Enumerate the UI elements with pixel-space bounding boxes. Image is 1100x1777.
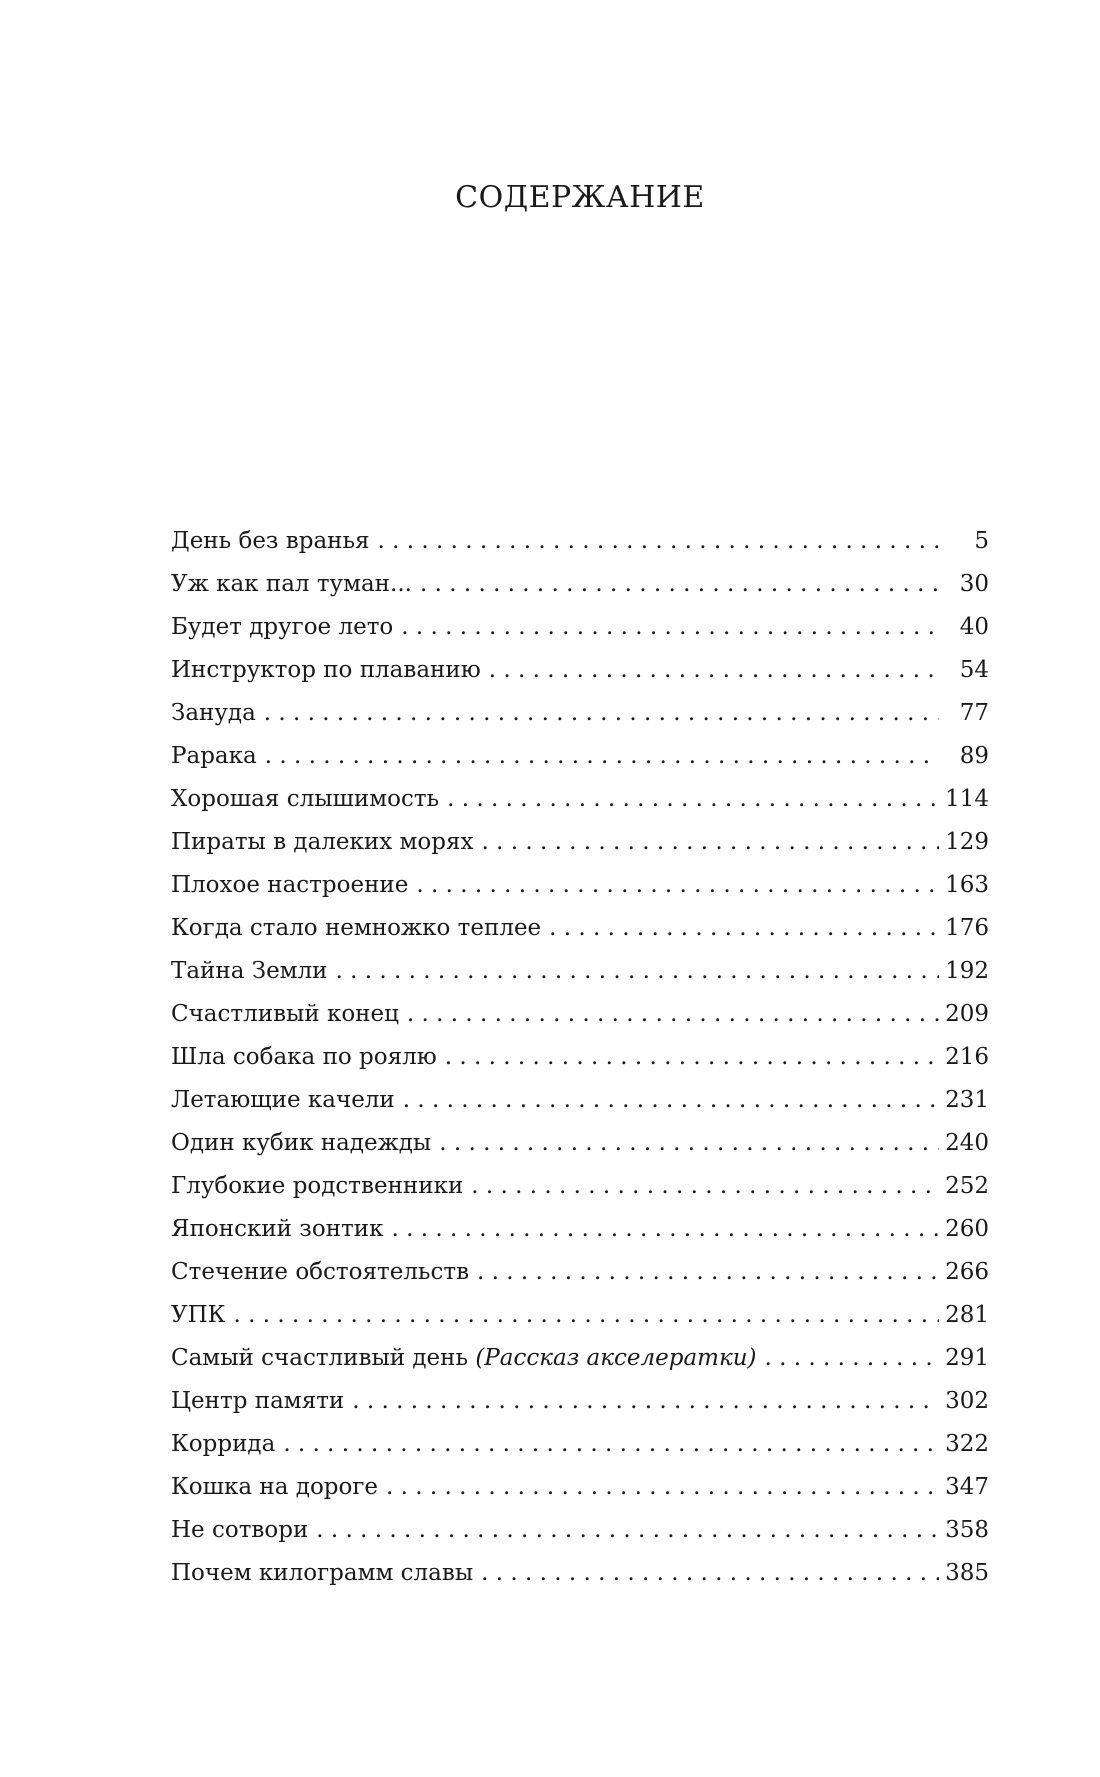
toc-entry xyxy=(171,1251,989,1294)
page-title: СОДЕРЖАНИЕ xyxy=(455,180,705,215)
toc-entry-title: Коррида xyxy=(171,1431,276,1457)
toc-entry xyxy=(171,692,989,735)
dot-leader xyxy=(549,907,939,950)
toc-entry-page: 347 xyxy=(945,1474,989,1500)
dot-leader xyxy=(481,821,939,864)
toc-entry-page: 30 xyxy=(959,571,989,597)
toc-entry-title: Стечение обстоятельств xyxy=(171,1259,470,1285)
toc-entry-page: 260 xyxy=(945,1216,989,1242)
dot-leader xyxy=(420,563,939,606)
toc-entry-title: День без вранья xyxy=(171,528,370,554)
toc-entry-page: 5 xyxy=(974,528,989,554)
toc-entry-page: 322 xyxy=(945,1431,989,1457)
dot-leader xyxy=(407,993,939,1036)
dot-leader xyxy=(439,1122,939,1165)
toc-entry-title: Почем килограмм славы xyxy=(171,1560,474,1586)
toc-entry-title: Хорошая слышимость xyxy=(171,786,440,812)
toc-entry-page: 216 xyxy=(945,1044,989,1070)
toc-entry-title: Глубокие родственники xyxy=(171,1173,464,1199)
dot-leader xyxy=(401,606,939,649)
toc-entry-page: 358 xyxy=(945,1517,989,1543)
toc-entry xyxy=(171,1552,989,1595)
toc-entry xyxy=(171,1122,989,1165)
toc-entry-title: Тайна Земли xyxy=(171,958,328,984)
table-of-contents xyxy=(171,520,989,1595)
dot-leader xyxy=(447,778,939,821)
dot-leader xyxy=(391,1208,939,1251)
toc-entry xyxy=(171,821,989,864)
toc-entry-title: Пираты в далеких морях xyxy=(171,829,474,855)
toc-entry xyxy=(171,1294,989,1337)
toc-entry-page: 302 xyxy=(945,1388,989,1414)
toc-entry-title: Уж как пал туман... xyxy=(171,571,412,597)
toc-entry xyxy=(171,1423,989,1466)
toc-entry-page: 252 xyxy=(945,1173,989,1199)
toc-entry xyxy=(171,950,989,993)
dot-leader xyxy=(765,1337,939,1380)
toc-entry-title: Кошка на дороге xyxy=(171,1474,379,1500)
dot-leader xyxy=(336,950,939,993)
toc-entry xyxy=(171,1036,989,1079)
toc-entry-title xyxy=(171,1337,757,1380)
toc-entry-title: Плохое настроение xyxy=(171,872,409,898)
toc-entry-page: 192 xyxy=(945,958,989,984)
toc-entry xyxy=(171,1380,989,1423)
dot-leader xyxy=(489,649,939,692)
toc-entry xyxy=(171,1466,989,1509)
toc-entry-page: 89 xyxy=(959,743,989,769)
toc-entry xyxy=(171,1509,989,1552)
dot-leader xyxy=(283,1423,939,1466)
toc-entry-title: Центр памяти xyxy=(171,1388,345,1414)
toc-entry-title-text: Самый счастливый день xyxy=(171,1345,469,1371)
toc-entry-title: Шла собака по роялю xyxy=(171,1044,437,1070)
toc-entry xyxy=(171,993,989,1036)
toc-entry xyxy=(171,1337,989,1380)
toc-entry-page: 209 xyxy=(945,1001,989,1027)
toc-entry xyxy=(171,649,989,692)
toc-entry-page: 40 xyxy=(959,614,989,640)
toc-entry-title: Зануда xyxy=(171,700,256,726)
toc-entry-page: 266 xyxy=(945,1259,989,1285)
toc-entry-page: 163 xyxy=(945,872,989,898)
toc-entry xyxy=(171,1208,989,1251)
dot-leader xyxy=(316,1509,939,1552)
toc-entry-page: 385 xyxy=(945,1560,989,1586)
dot-leader xyxy=(233,1294,939,1337)
toc-entry-title: Будет другое лето xyxy=(171,614,394,640)
toc-entry-subtitle: (Рассказ акселератки) xyxy=(475,1345,757,1371)
dot-leader xyxy=(416,864,939,907)
dot-leader xyxy=(481,1552,939,1595)
toc-entry xyxy=(171,864,989,907)
toc-entry xyxy=(171,520,989,563)
toc-entry xyxy=(171,778,989,821)
toc-entry xyxy=(171,1079,989,1122)
toc-entry xyxy=(171,606,989,649)
dot-leader xyxy=(403,1079,939,1122)
toc-entry-title: УПК xyxy=(171,1302,226,1328)
toc-entry-page: 176 xyxy=(945,915,989,941)
toc-entry xyxy=(171,563,989,606)
toc-entry-page: 129 xyxy=(945,829,989,855)
dot-leader xyxy=(378,520,939,563)
dot-leader xyxy=(265,735,939,778)
toc-entry-page: 240 xyxy=(945,1130,989,1156)
toc-entry-page: 281 xyxy=(945,1302,989,1328)
dot-leader xyxy=(445,1036,939,1079)
toc-entry xyxy=(171,735,989,778)
toc-entry-page: 114 xyxy=(945,786,989,812)
toc-entry-page: 77 xyxy=(959,700,989,726)
toc-entry-title: Рарака xyxy=(171,743,257,769)
dot-leader xyxy=(477,1251,939,1294)
toc-entry-page: 231 xyxy=(945,1087,989,1113)
dot-leader xyxy=(264,692,939,735)
toc-entry-page: 54 xyxy=(959,657,989,683)
toc-entry-title: Летающие качели xyxy=(171,1087,395,1113)
toc-entry xyxy=(171,1165,989,1208)
toc-entry-title: Японский зонтик xyxy=(171,1216,384,1242)
dot-leader xyxy=(386,1466,939,1509)
toc-entry-title: Не сотвори xyxy=(171,1517,309,1543)
toc-entry-title: Инструктор по плаванию xyxy=(171,657,481,683)
toc-entry-title: Когда стало немножко теплее xyxy=(171,915,542,941)
dot-leader xyxy=(352,1380,939,1423)
toc-entry xyxy=(171,907,989,950)
toc-entry-page: 291 xyxy=(945,1345,989,1371)
toc-entry-title: Один кубик надежды xyxy=(171,1130,432,1156)
dot-leader xyxy=(471,1165,939,1208)
toc-entry-title: Счастливый конец xyxy=(171,1001,399,1027)
